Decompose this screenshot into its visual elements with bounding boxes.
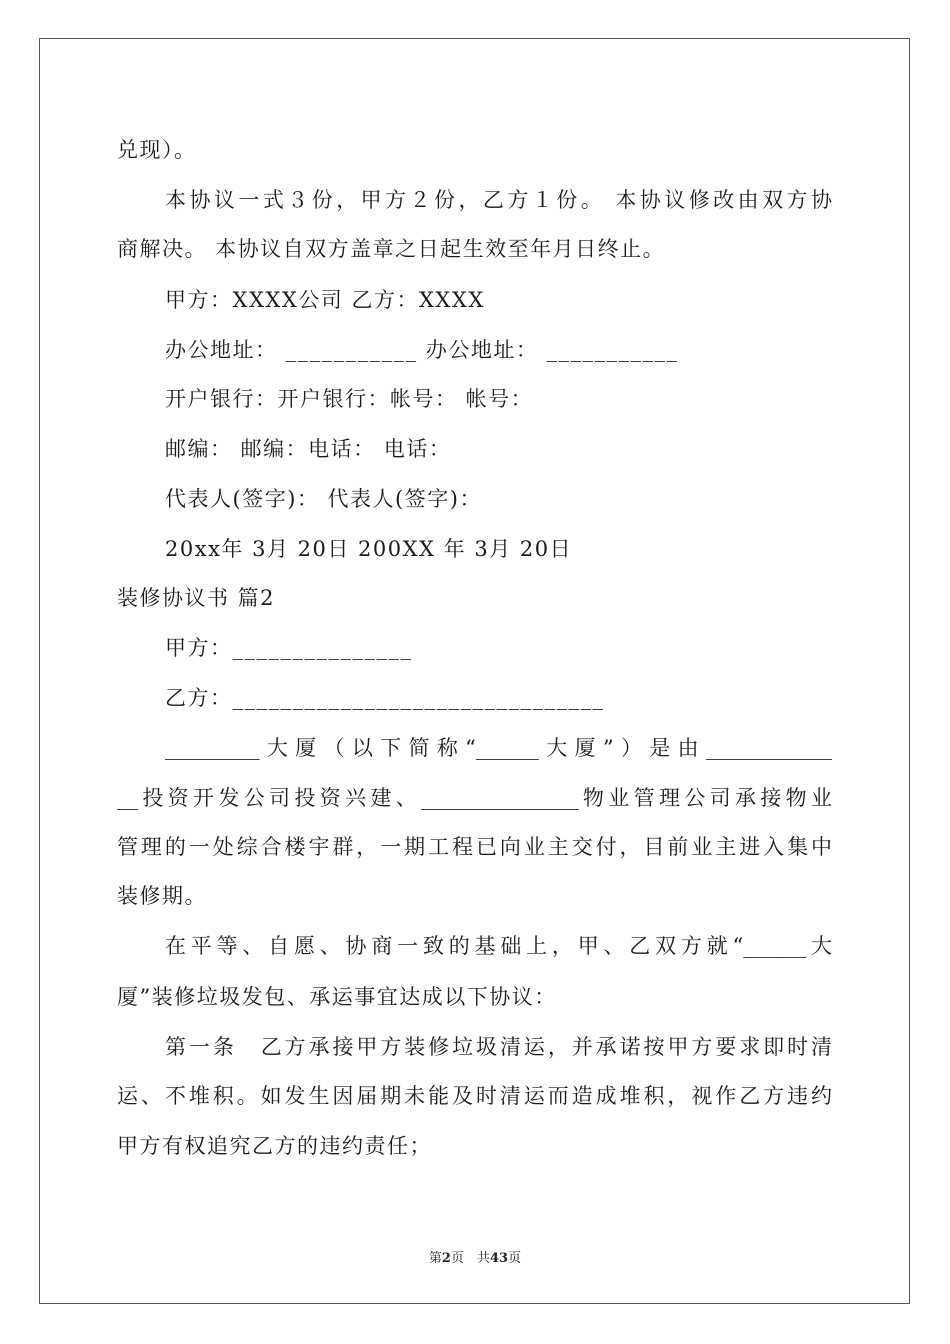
text-line: 甲方：_______________ — [165, 636, 413, 660]
text-line: 厦”装修垃圾发包、承运事宜达成以下协议： — [117, 985, 557, 1009]
text-line: 在平等、自愿、协商一致的基础上，甲、乙双方就“______大 — [165, 934, 832, 958]
text-line: 乙方：_______________________________ — [165, 686, 605, 710]
text-line: 第一条 乙方承接甲方装修垃圾清运，并承诺按甲方要求即时清 — [165, 1035, 832, 1059]
text-line: 办公地址： ___________ 办公地址： ___________ — [165, 338, 679, 362]
footer-suffix: 页 — [508, 1251, 522, 1266]
text-line: 20xx年 3月 20日 200XX 年 3月 20日 — [165, 537, 573, 561]
footer-page-number: 2 — [441, 1251, 451, 1266]
text-line: 代表人(签字)： 代表人(签字)： — [165, 487, 482, 511]
text-line: _________大厦（以下简称“______大厦”）是由____________ — [165, 736, 832, 760]
page-footer — [0, 1247, 950, 1266]
text-line: 邮编： 邮编：电话： 电话： — [165, 437, 452, 461]
text-line: __投资开发公司投资兴建、_______________物业管理公司承接物业 — [117, 786, 832, 810]
footer-prefix: 第 — [428, 1251, 442, 1266]
page-border — [39, 38, 910, 1304]
text-line: 兑现）。 — [117, 138, 197, 162]
text-line: 本协议一式３份，甲方２份，乙方１份。 本协议修改由双方协 — [165, 188, 832, 212]
text-line: 甲方：XXXX公司 乙方：XXXX — [165, 288, 485, 312]
section-heading: 装修协议书 篇2 — [117, 586, 276, 610]
text-line: 装修期。 — [117, 884, 207, 908]
text-line: 运、不堆积。如发生因届期未能及时清运而造成堆积，视作乙方违约 — [117, 1084, 832, 1108]
text-line: 管理的一处综合楼宇群，一期工程已向业主交付，目前业主进入集中 — [117, 835, 832, 859]
footer-mid: 页 共 — [450, 1251, 490, 1266]
text-line: 开户银行：开户银行：帐号： 帐号： — [165, 387, 534, 411]
text-line: 甲方有权追究乙方的违约责任； — [117, 1134, 432, 1158]
footer-total-pages: 43 — [489, 1251, 509, 1266]
text-line: 商解决。 本协议自双方盖章之日起生效至年月日终止。 — [117, 237, 666, 261]
